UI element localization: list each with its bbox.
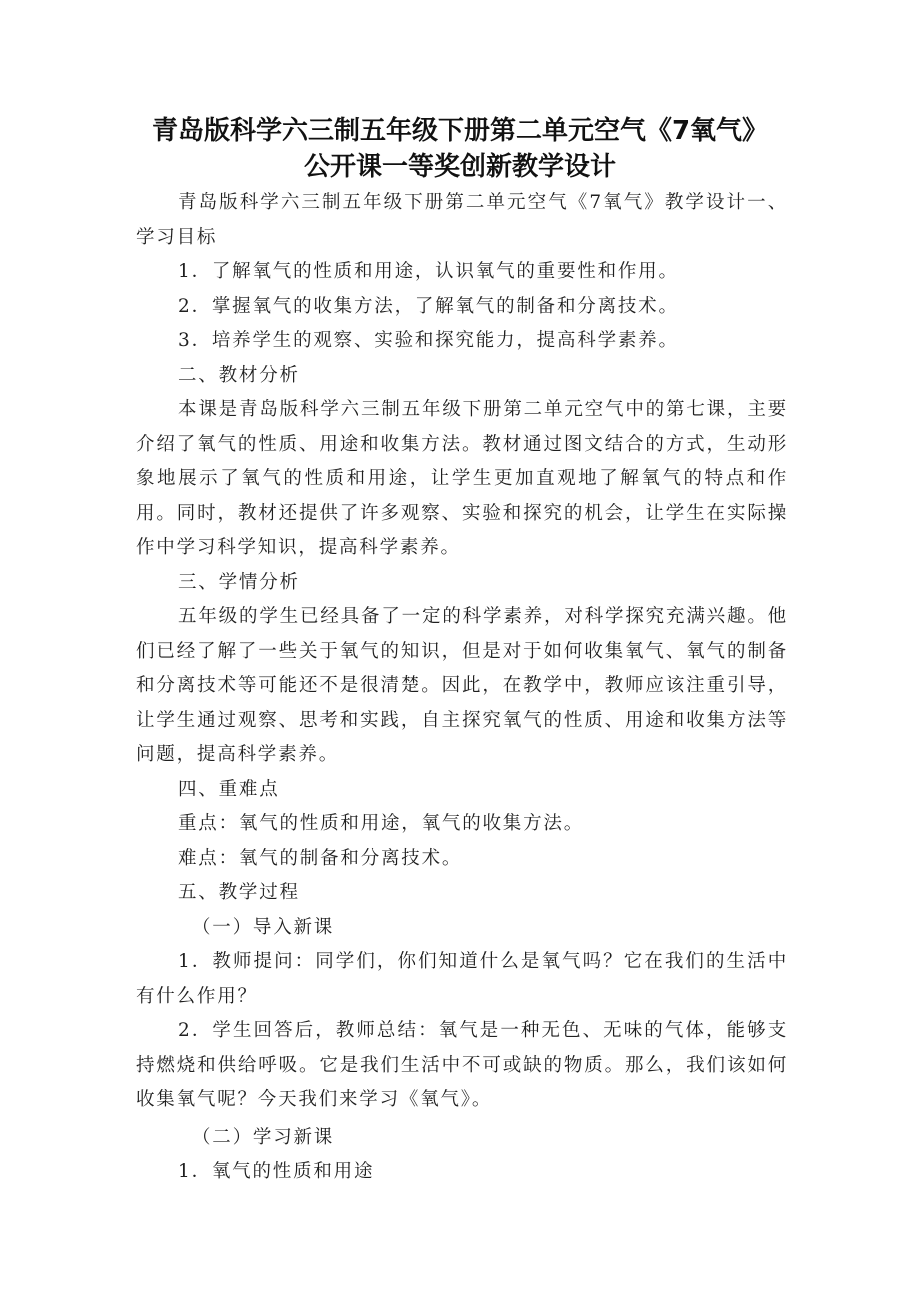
subsection-heading-introduction: （一）导入新课 [192, 916, 335, 938]
difficult-points-text: 难点：氧气的制备和分离技术。 [178, 847, 463, 869]
section-heading-key-points: 四、重难点 [178, 778, 280, 800]
intro-paragraph: 青岛版科学六三制五年级下册第二单元空气《7氧气》教学设计一、学习目标 [136, 192, 788, 248]
section-heading-textbook-analysis: 二、教材分析 [178, 364, 300, 386]
student-analysis-paragraph: 五年级的学生已经具备了一定的科学素养，对科学探究充满兴趣。他们已经了解了一些关于氧气的知识，但是对于如何收集氧气、氧气的制备和分离技术等可能还不是很清楚。因此，在教学中，教师应该注重引导，让学生通过观察、思考和实践，自主探究氧气的性质、用途和收集方法等问题，提高科学素养。 [136, 606, 788, 765]
introduction-step-1: 1．教师提问：同学们，你们知道什么是氧气吗？它在我们的生活中有什么作用？ [136, 951, 788, 1007]
objective-item-3: 3．培养学生的观察、实验和探究能力，提高科学素养。 [178, 330, 679, 351]
section-heading-student-analysis: 三、学情分析 [178, 571, 300, 593]
textbook-analysis-paragraph: 本课是青岛版科学六三制五年级下册第二单元空气中的第七课，主要介绍了氧气的性质、用途和收集方法。教材通过图文结合的方式，生动形象地展示了氧气的性质和用途，让学生更加直观地了解氧气的特点和作用。同时，教材还提供了许多观察、实验和探究的机会，让学生在实际操作中学习科学知识，提高科学素养。 [136, 399, 788, 558]
introduction-step-2: 2．学生回答后，教师总结：氧气是一种无色、无味的气体，能够支持燃烧和供给呼吸。它是我们生活中不可或缺的物质。那么，我们该如何收集氧气呢？今天我们来学习《氧气》。 [136, 1020, 788, 1110]
objective-item-1: 1．了解氧气的性质和用途，认识氧气的重要性和作用。 [178, 261, 679, 282]
document-title-line-1: 青岛版科学六三制五年级下册第二单元空气《7氧气》 [151, 116, 769, 146]
key-points-text: 重点：氧气的性质和用途，氧气的收集方法。 [178, 813, 585, 834]
objective-item-2: 2．掌握氧气的收集方法，了解氧气的制备和分离技术。 [178, 295, 679, 317]
subsection-heading-new-lesson: （二）学习新课 [192, 1126, 335, 1148]
document-body [136, 186, 788, 1190]
new-lesson-item-1: 1．氧气的性质和用途 [178, 1161, 375, 1182]
section-heading-teaching-process: 五、教学过程 [178, 882, 300, 903]
document-title-line-2: 公开课一等奖创新教学设计 [303, 152, 616, 182]
